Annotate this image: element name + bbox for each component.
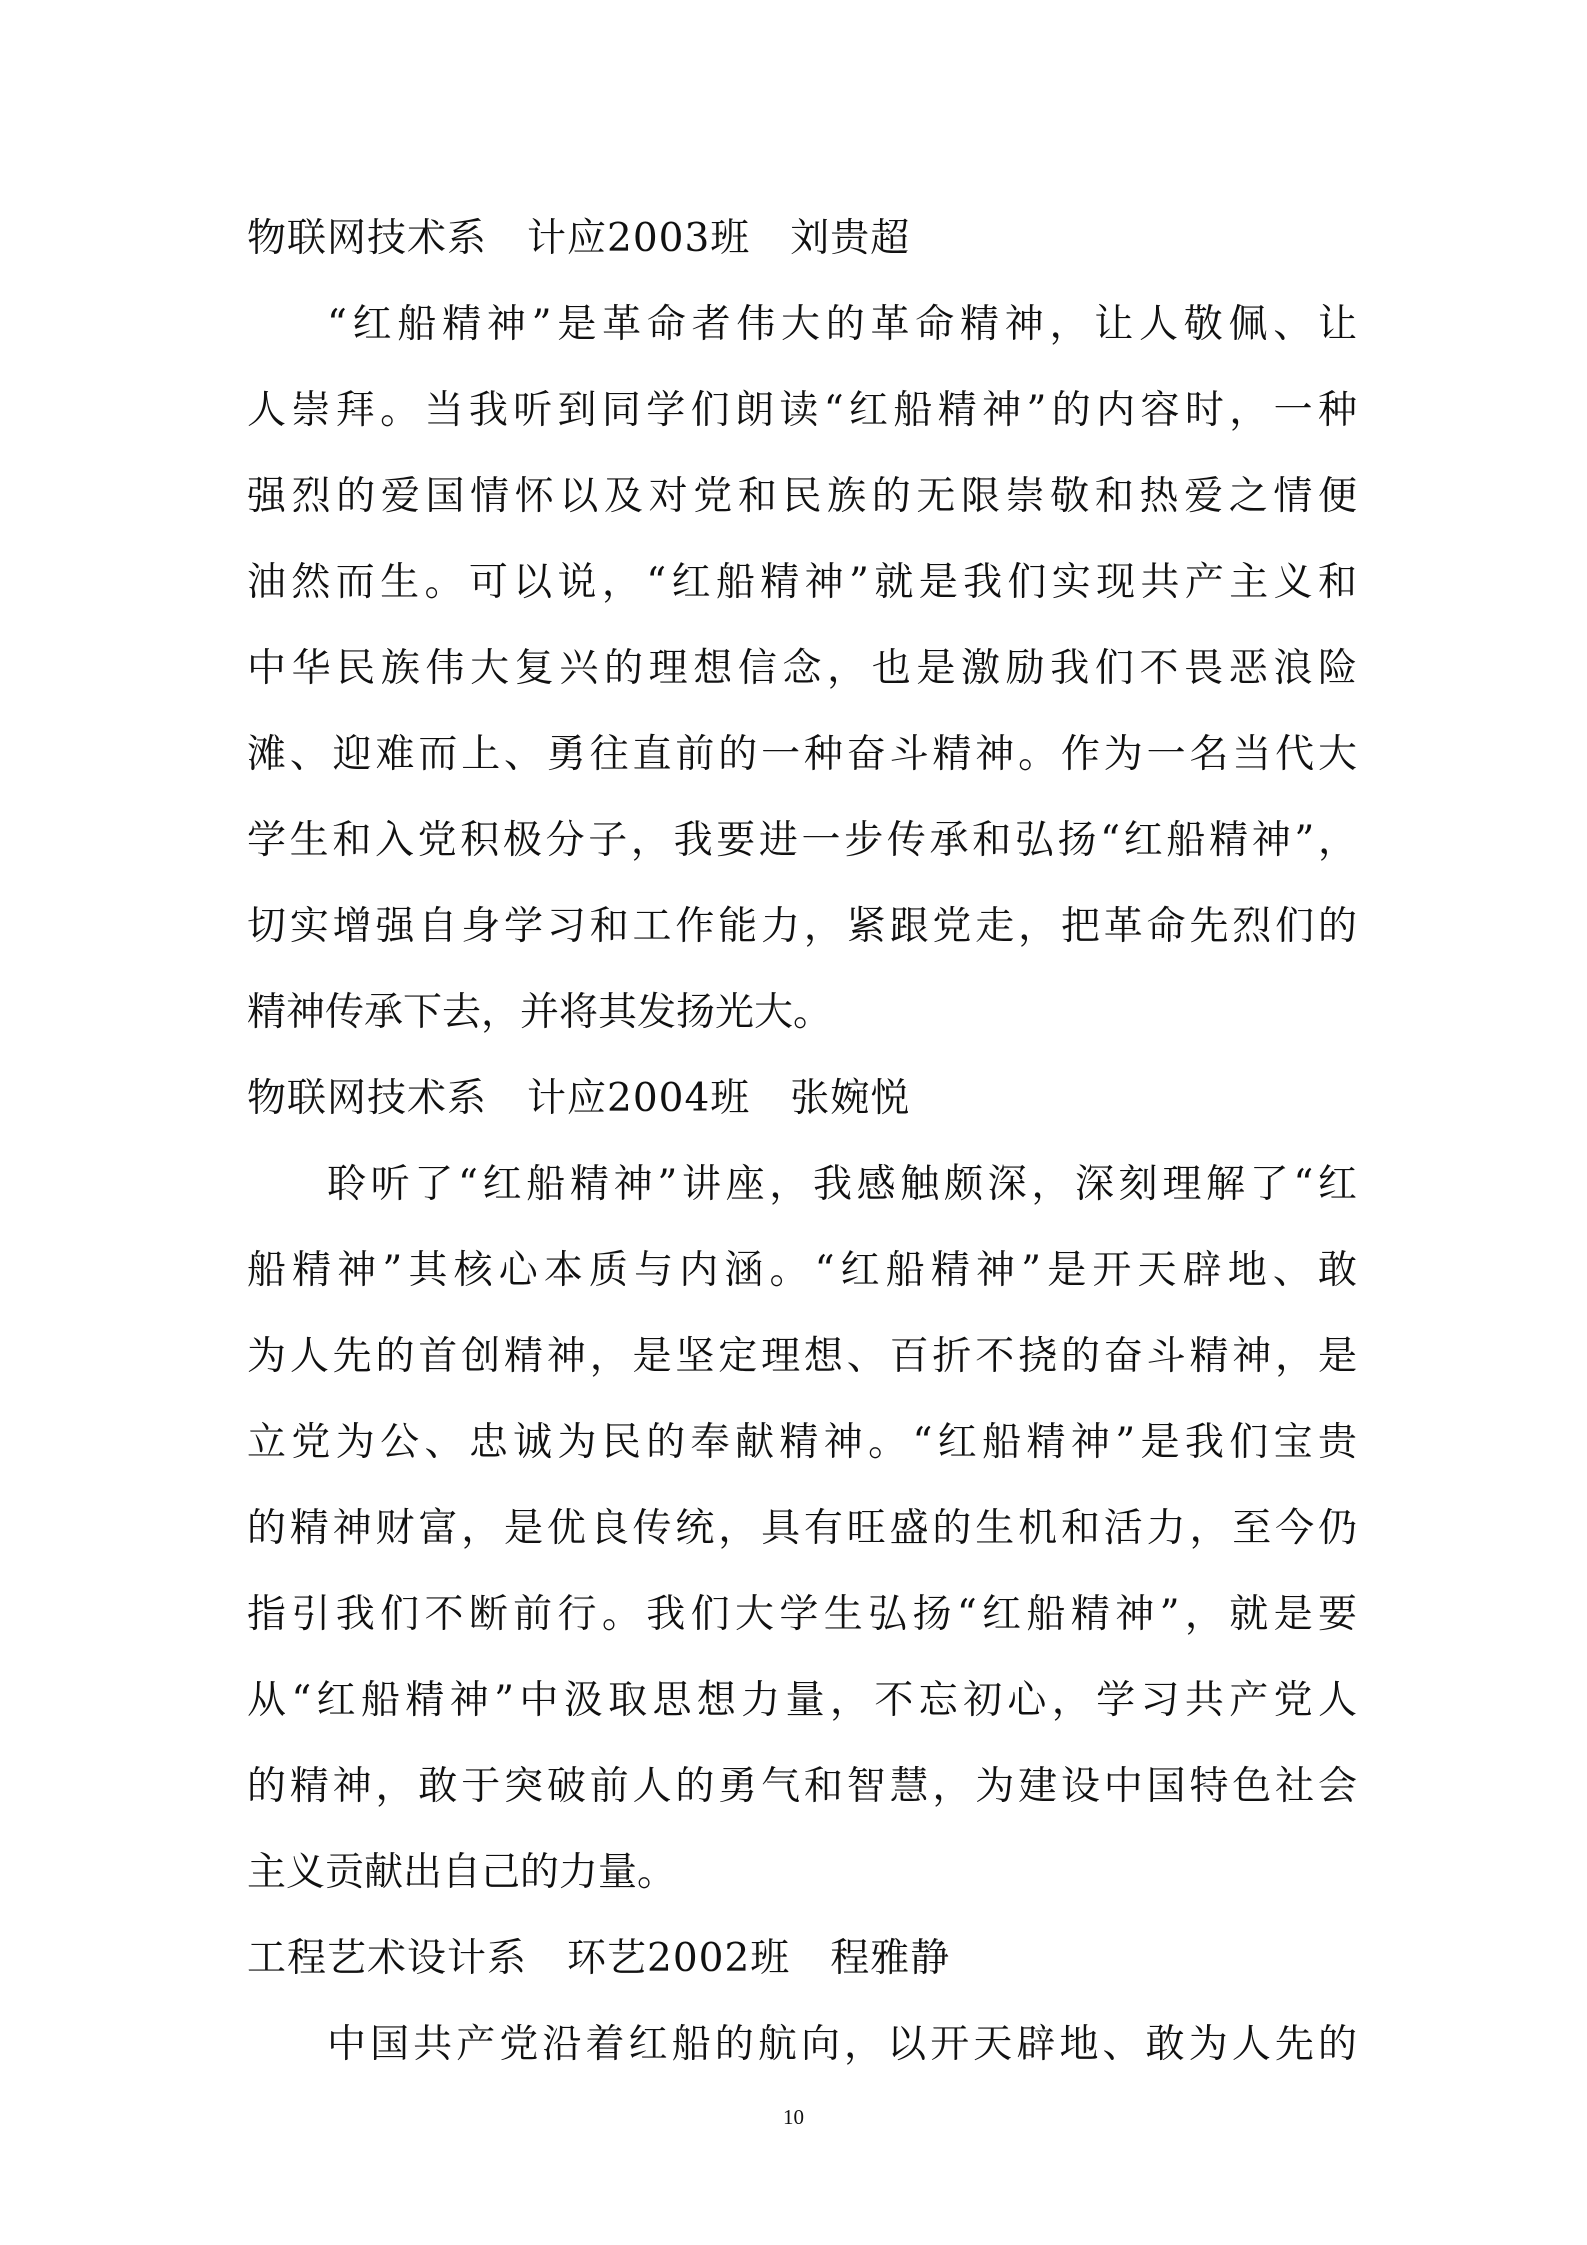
paragraph-line: 切实增强自身学习和工作能力，紧跟党走，把革命先烈们的 (247, 904, 1357, 949)
paragraph-line: 油然而生。可以说，“红船精神”就是我们实现共产主义和 (247, 560, 1357, 605)
paragraph-line: 中华民族伟大复兴的理想信念，也是激励我们不畏恶浪险 (247, 646, 1357, 691)
paragraph-line: 聆听了“红船精神”讲座，我感触颇深，深刻理解了“红 (327, 1162, 1357, 1207)
paragraph-line: 学生和入党积极分子，我要进一步传承和弘扬“红船精神”， (247, 818, 1357, 863)
page-content (247, 196, 1357, 2088)
paragraph-line: “红船精神”是革命者伟大的革命精神，让人敬佩、让 (327, 302, 1357, 347)
section-heading: 物联网技术系 计应2004班 张婉悦 (247, 1076, 911, 1121)
paragraph-line: 强烈的爱国情怀以及对党和民族的无限崇敬和热爱之情便 (247, 474, 1357, 519)
paragraph-line: 滩、迎难而上、勇往直前的一种奋斗精神。作为一名当代大 (247, 732, 1357, 777)
section-heading: 工程艺术设计系 环艺2002班 程雅静 (247, 1936, 951, 1981)
paragraph-line: 为人先的首创精神，是坚定理想、百折不挠的奋斗精神，是 (247, 1334, 1357, 1379)
paragraph-line: 的精神财富，是优良传统，具有旺盛的生机和活力，至今仍 (247, 1506, 1357, 1551)
page-number: 10 (783, 2105, 804, 2129)
paragraph-line: 指引我们不断前行。我们大学生弘扬“红船精神”，就是要 (247, 1592, 1357, 1637)
paragraph-line: 中国共产党沿着红船的航向，以开天辟地、敢为人先的 (327, 2022, 1357, 2067)
paragraph-line: 从“红船精神”中汲取思想力量，不忘初心，学习共产党人 (247, 1678, 1357, 1723)
paragraph-line: 精神传承下去，并将其发扬光大。 (247, 990, 833, 1035)
paragraph-line: 人崇拜。当我听到同学们朗读“红船精神”的内容时，一种 (247, 388, 1357, 433)
paragraph-line: 主义贡献出自己的力量。 (247, 1850, 677, 1895)
paragraph-line: 的精神，敢于突破前人的勇气和智慧，为建设中国特色社会 (247, 1764, 1357, 1809)
paragraph-line: 立党为公、忠诚为民的奉献精神。“红船精神”是我们宝贵 (247, 1420, 1357, 1465)
paragraph-line: 船精神”其核心本质与内涵。“红船精神”是开天辟地、敢 (247, 1248, 1357, 1293)
section-heading: 物联网技术系 计应2003班 刘贵超 (247, 216, 911, 261)
